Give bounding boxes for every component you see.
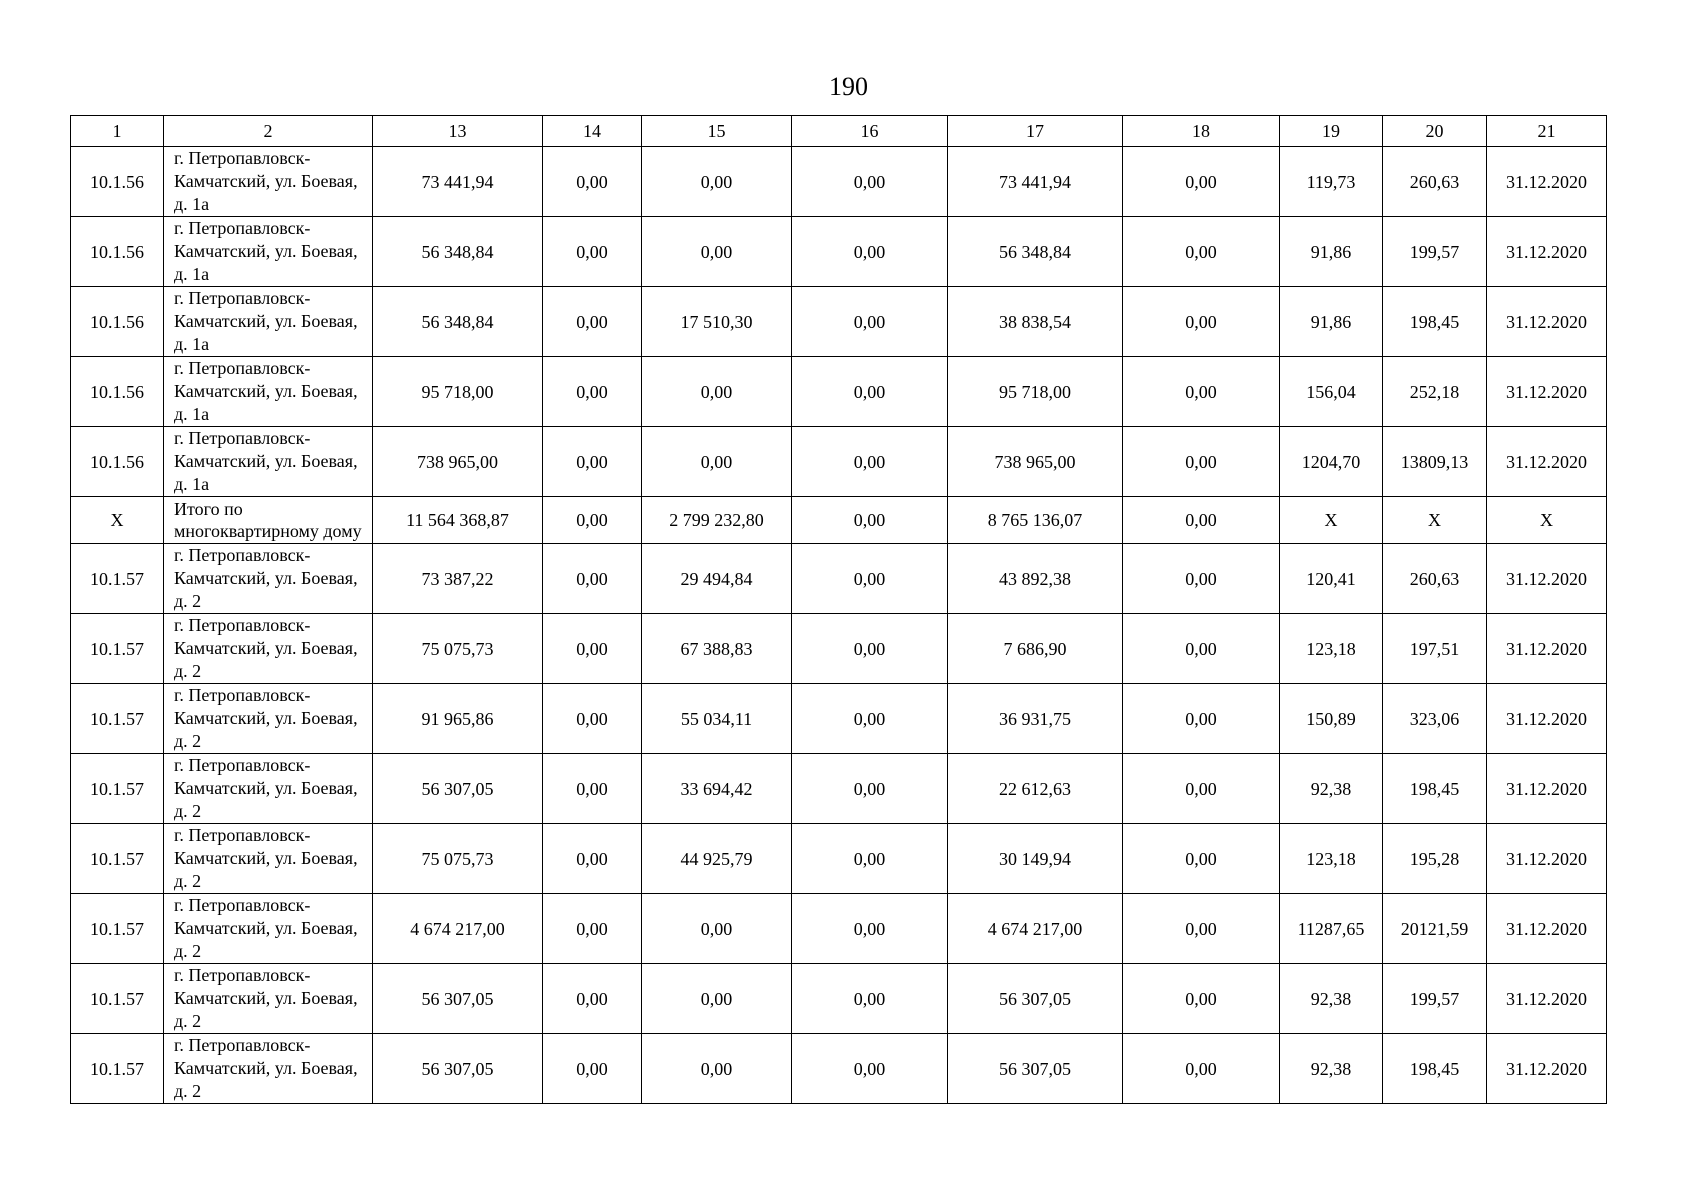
table-row	[71, 824, 1607, 894]
cell-col-14: 0,00	[543, 964, 642, 1034]
cell-col-18: 0,00	[1123, 1034, 1280, 1104]
cell-col-1-number: Х	[71, 497, 164, 544]
column-header-col-1-number: 1	[71, 116, 164, 147]
cell-col-15: 17 510,30	[642, 287, 792, 357]
cell-col-2-address: Итого по многоквартирному дому	[164, 497, 373, 544]
cell-col-15: 0,00	[642, 357, 792, 427]
cell-col-17: 22 612,63	[948, 754, 1123, 824]
cell-col-19: 92,38	[1280, 964, 1383, 1034]
column-header-col-2-address: 2	[164, 116, 373, 147]
cell-col-19: 92,38	[1280, 1034, 1383, 1104]
cell-col-17: 7 686,90	[948, 614, 1123, 684]
cell-col-17: 36 931,75	[948, 684, 1123, 754]
cell-col-14: 0,00	[543, 217, 642, 287]
cell-col-20: 198,45	[1383, 754, 1487, 824]
cell-col-18: 0,00	[1123, 147, 1280, 217]
cell-col-18: 0,00	[1123, 684, 1280, 754]
cell-col-13: 56 307,05	[373, 964, 543, 1034]
cell-col-18: 0,00	[1123, 544, 1280, 614]
cell-col-14: 0,00	[543, 287, 642, 357]
table-header	[71, 116, 1607, 147]
cell-col-2-address: г. Петропавловск-Камчатский, ул. Боевая, д. 1а	[164, 357, 373, 427]
cell-col-16: 0,00	[792, 147, 948, 217]
cell-col-2-address: г. Петропавловск-Камчатский, ул. Боевая, д. 1а	[164, 217, 373, 287]
cell-col-17: 95 718,00	[948, 357, 1123, 427]
cell-col-17: 8 765 136,07	[948, 497, 1123, 544]
cell-col-15: 67 388,83	[642, 614, 792, 684]
cell-col-20: 198,45	[1383, 1034, 1487, 1104]
table-row	[71, 427, 1607, 497]
column-header-col-21: 21	[1487, 116, 1607, 147]
cell-col-13: 73 387,22	[373, 544, 543, 614]
cell-col-16: 0,00	[792, 754, 948, 824]
cell-col-1-number: 10.1.57	[71, 614, 164, 684]
table-row	[71, 1034, 1607, 1104]
table-row	[71, 684, 1607, 754]
cell-col-1-number: 10.1.56	[71, 357, 164, 427]
cell-col-1-number: 10.1.57	[71, 824, 164, 894]
cell-col-14: 0,00	[543, 754, 642, 824]
cell-col-17: 4 674 217,00	[948, 894, 1123, 964]
table-row	[71, 754, 1607, 824]
cell-col-19: Х	[1280, 497, 1383, 544]
cell-col-13: 73 441,94	[373, 147, 543, 217]
cell-col-20: 323,06	[1383, 684, 1487, 754]
cell-col-14: 0,00	[543, 824, 642, 894]
cell-col-21: 31.12.2020	[1487, 824, 1607, 894]
cell-col-19: 123,18	[1280, 614, 1383, 684]
cell-col-2-address: г. Петропавловск-Камчатский, ул. Боевая, д. 2	[164, 544, 373, 614]
cell-col-19: 123,18	[1280, 824, 1383, 894]
cell-col-14: 0,00	[543, 497, 642, 544]
cell-col-1-number: 10.1.57	[71, 1034, 164, 1104]
cell-col-2-address: г. Петропавловск-Камчатский, ул. Боевая, д. 1а	[164, 147, 373, 217]
cell-col-14: 0,00	[543, 894, 642, 964]
cell-col-20: 252,18	[1383, 357, 1487, 427]
cell-col-17: 30 149,94	[948, 824, 1123, 894]
table-row	[71, 894, 1607, 964]
cell-col-15: 0,00	[642, 894, 792, 964]
cell-col-15: 29 494,84	[642, 544, 792, 614]
cell-col-15: 2 799 232,80	[642, 497, 792, 544]
cell-col-21: 31.12.2020	[1487, 1034, 1607, 1104]
column-header-col-14: 14	[543, 116, 642, 147]
cell-col-14: 0,00	[543, 357, 642, 427]
cell-col-13: 4 674 217,00	[373, 894, 543, 964]
header-row	[71, 116, 1607, 147]
cell-col-13: 56 307,05	[373, 754, 543, 824]
column-header-col-13: 13	[373, 116, 543, 147]
cell-col-16: 0,00	[792, 964, 948, 1034]
cell-col-20: 13809,13	[1383, 427, 1487, 497]
column-header-col-16: 16	[792, 116, 948, 147]
cell-col-16: 0,00	[792, 357, 948, 427]
cell-col-16: 0,00	[792, 427, 948, 497]
cell-col-20: 198,45	[1383, 287, 1487, 357]
cell-col-1-number: 10.1.57	[71, 754, 164, 824]
cell-col-16: 0,00	[792, 894, 948, 964]
cell-col-16: 0,00	[792, 614, 948, 684]
cell-col-17: 38 838,54	[948, 287, 1123, 357]
cell-col-21: 31.12.2020	[1487, 147, 1607, 217]
cell-col-18: 0,00	[1123, 287, 1280, 357]
cell-col-17: 56 307,05	[948, 964, 1123, 1034]
column-header-col-17: 17	[948, 116, 1123, 147]
cell-col-18: 0,00	[1123, 964, 1280, 1034]
cell-col-21: 31.12.2020	[1487, 427, 1607, 497]
cell-col-13: 56 307,05	[373, 1034, 543, 1104]
total-row	[71, 497, 1607, 544]
data-table	[70, 115, 1607, 1104]
table-row	[71, 217, 1607, 287]
cell-col-14: 0,00	[543, 1034, 642, 1104]
cell-col-16: 0,00	[792, 287, 948, 357]
cell-col-20: 260,63	[1383, 544, 1487, 614]
cell-col-15: 0,00	[642, 217, 792, 287]
cell-col-16: 0,00	[792, 497, 948, 544]
cell-col-19: 120,41	[1280, 544, 1383, 614]
cell-col-1-number: 10.1.56	[71, 427, 164, 497]
cell-col-16: 0,00	[792, 824, 948, 894]
cell-col-2-address: г. Петропавловск-Камчатский, ул. Боевая, д. 2	[164, 964, 373, 1034]
cell-col-15: 0,00	[642, 1034, 792, 1104]
cell-col-18: 0,00	[1123, 217, 1280, 287]
cell-col-15: 55 034,11	[642, 684, 792, 754]
cell-col-18: 0,00	[1123, 614, 1280, 684]
cell-col-19: 91,86	[1280, 217, 1383, 287]
cell-col-21: 31.12.2020	[1487, 684, 1607, 754]
cell-col-13: 11 564 368,87	[373, 497, 543, 544]
cell-col-20: 260,63	[1383, 147, 1487, 217]
cell-col-18: 0,00	[1123, 357, 1280, 427]
column-header-col-19: 19	[1280, 116, 1383, 147]
cell-col-14: 0,00	[543, 147, 642, 217]
cell-col-2-address: г. Петропавловск-Камчатский, ул. Боевая, д. 2	[164, 1034, 373, 1104]
cell-col-1-number: 10.1.57	[71, 964, 164, 1034]
cell-col-14: 0,00	[543, 544, 642, 614]
cell-col-18: 0,00	[1123, 754, 1280, 824]
table-row	[71, 357, 1607, 427]
cell-col-1-number: 10.1.57	[71, 894, 164, 964]
table-row	[71, 614, 1607, 684]
cell-col-21: 31.12.2020	[1487, 217, 1607, 287]
cell-col-1-number: 10.1.56	[71, 147, 164, 217]
cell-col-14: 0,00	[543, 614, 642, 684]
cell-col-17: 56 307,05	[948, 1034, 1123, 1104]
cell-col-17: 43 892,38	[948, 544, 1123, 614]
cell-col-17: 56 348,84	[948, 217, 1123, 287]
cell-col-13: 91 965,86	[373, 684, 543, 754]
cell-col-15: 0,00	[642, 964, 792, 1034]
column-header-col-15: 15	[642, 116, 792, 147]
cell-col-20: 199,57	[1383, 964, 1487, 1034]
cell-col-13: 75 075,73	[373, 824, 543, 894]
cell-col-18: 0,00	[1123, 427, 1280, 497]
cell-col-21: 31.12.2020	[1487, 964, 1607, 1034]
cell-col-21: 31.12.2020	[1487, 614, 1607, 684]
cell-col-1-number: 10.1.57	[71, 544, 164, 614]
cell-col-16: 0,00	[792, 217, 948, 287]
cell-col-2-address: г. Петропавловск-Камчатский, ул. Боевая, д. 2	[164, 754, 373, 824]
cell-col-2-address: г. Петропавловск-Камчатский, ул. Боевая, д. 2	[164, 614, 373, 684]
cell-col-2-address: г. Петропавловск-Камчатский, ул. Боевая, д. 2	[164, 684, 373, 754]
table-body	[71, 147, 1607, 1104]
cell-col-2-address: г. Петропавловск-Камчатский, ул. Боевая, д. 2	[164, 894, 373, 964]
cell-col-19: 91,86	[1280, 287, 1383, 357]
cell-col-17: 738 965,00	[948, 427, 1123, 497]
cell-col-13: 738 965,00	[373, 427, 543, 497]
cell-col-21: 31.12.2020	[1487, 894, 1607, 964]
cell-col-2-address: г. Петропавловск-Камчатский, ул. Боевая, д. 1а	[164, 287, 373, 357]
cell-col-15: 44 925,79	[642, 824, 792, 894]
cell-col-2-address: г. Петропавловск-Камчатский, ул. Боевая, д. 2	[164, 824, 373, 894]
cell-col-14: 0,00	[543, 427, 642, 497]
cell-col-20: Х	[1383, 497, 1487, 544]
cell-col-21: 31.12.2020	[1487, 287, 1607, 357]
cell-col-19: 156,04	[1280, 357, 1383, 427]
cell-col-20: 199,57	[1383, 217, 1487, 287]
cell-col-13: 56 348,84	[373, 287, 543, 357]
cell-col-15: 0,00	[642, 147, 792, 217]
cell-col-18: 0,00	[1123, 497, 1280, 544]
cell-col-13: 56 348,84	[373, 217, 543, 287]
cell-col-1-number: 10.1.56	[71, 217, 164, 287]
cell-col-20: 197,51	[1383, 614, 1487, 684]
cell-col-16: 0,00	[792, 1034, 948, 1104]
cell-col-19: 11287,65	[1280, 894, 1383, 964]
table-row	[71, 147, 1607, 217]
table-row	[71, 964, 1607, 1034]
page-number: 190	[829, 72, 868, 101]
column-header-col-20: 20	[1383, 116, 1487, 147]
cell-col-21: 31.12.2020	[1487, 544, 1607, 614]
cell-col-19: 92,38	[1280, 754, 1383, 824]
cell-col-13: 95 718,00	[373, 357, 543, 427]
cell-col-16: 0,00	[792, 684, 948, 754]
cell-col-1-number: 10.1.57	[71, 684, 164, 754]
cell-col-18: 0,00	[1123, 894, 1280, 964]
cell-col-20: 195,28	[1383, 824, 1487, 894]
cell-col-21: 31.12.2020	[1487, 357, 1607, 427]
cell-col-19: 1204,70	[1280, 427, 1383, 497]
cell-col-17: 73 441,94	[948, 147, 1123, 217]
table-row	[71, 287, 1607, 357]
cell-col-18: 0,00	[1123, 824, 1280, 894]
cell-col-19: 119,73	[1280, 147, 1383, 217]
cell-col-16: 0,00	[792, 544, 948, 614]
cell-col-21: 31.12.2020	[1487, 754, 1607, 824]
column-header-col-18: 18	[1123, 116, 1280, 147]
cell-col-15: 0,00	[642, 427, 792, 497]
cell-col-14: 0,00	[543, 684, 642, 754]
cell-col-19: 150,89	[1280, 684, 1383, 754]
cell-col-21: Х	[1487, 497, 1607, 544]
table-row	[71, 544, 1607, 614]
cell-col-15: 33 694,42	[642, 754, 792, 824]
cell-col-13: 75 075,73	[373, 614, 543, 684]
cell-col-1-number: 10.1.56	[71, 287, 164, 357]
cell-col-20: 20121,59	[1383, 894, 1487, 964]
cell-col-2-address: г. Петропавловск-Камчатский, ул. Боевая, д. 1а	[164, 427, 373, 497]
